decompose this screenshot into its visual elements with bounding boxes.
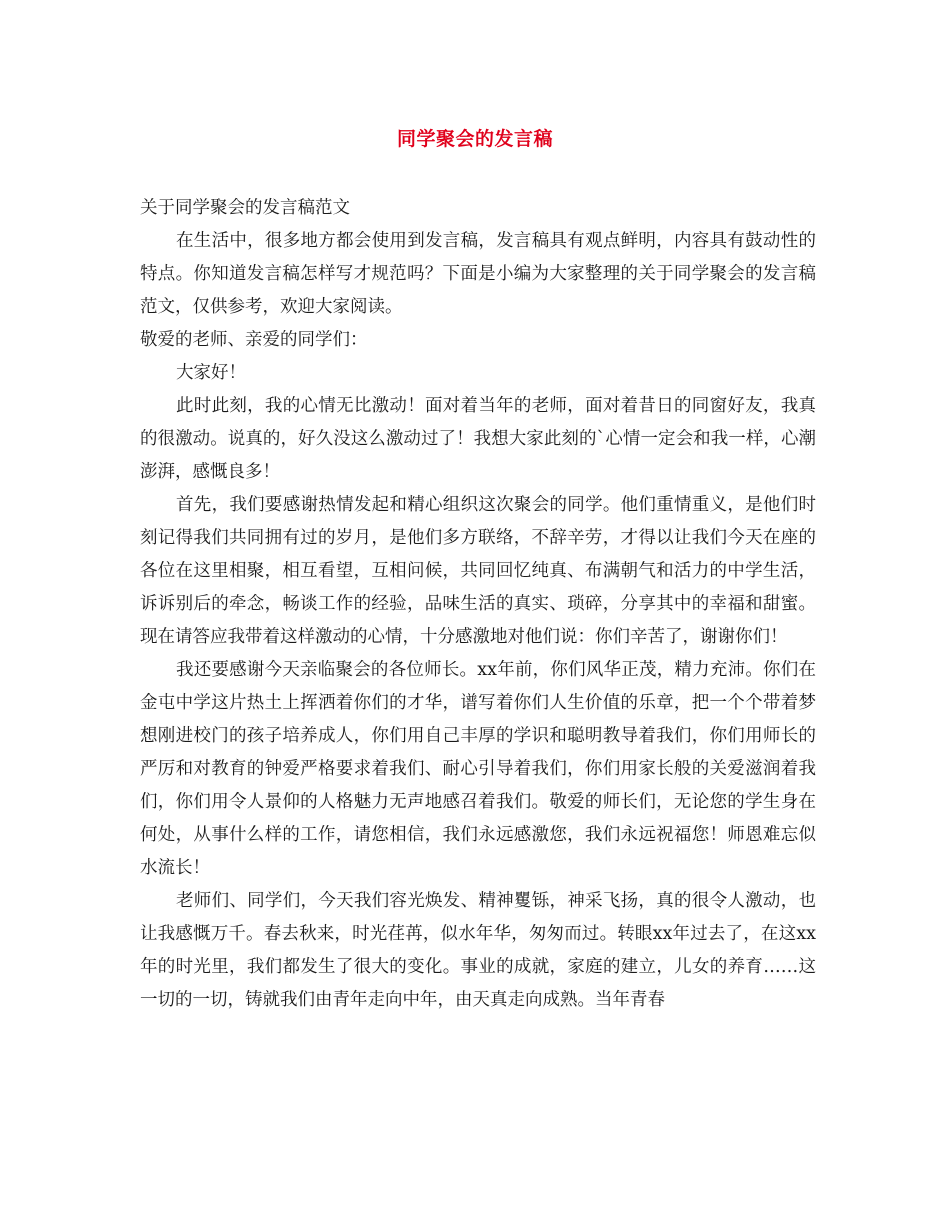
paragraph-body: 老师们、同学们，今天我们容光焕发、精神矍铄，神采飞扬，真的很令人激动，也让我感慨万千。春去秋来，时光荏苒，似水年华，匆匆而过。转眼xx年过去了，在这xx年的时光里，我们都发生了很大的变化。事业的成就，家庭的建立，儿女的养育……这一切的一切，铸就我们由青年走向中年，由天真走向成熟。当年青春 (140, 891, 816, 1010)
paragraph-salutation: 敬爱的老师、亲爱的同学们： (140, 330, 368, 350)
paragraph-subtitle: 关于同学聚会的发言稿范文 (140, 198, 350, 218)
document-title: 同学聚会的发言稿 (396, 128, 553, 150)
paragraph-body: 我还要感谢今天亲临聚会的各位师长。xx年前，你们风华正茂，精力充沛。你们在金屯中学这片热土上挥洒着你们的才华，谱写着你们人生价值的乐章，把一个个带着梦想刚进校门的孩子培养成人，你们用自己丰厚的学识和聪明教导着我们，你们用师长的严厉和对教育的钟爱严格要求着我们、耐心引导着我们，你们用家长般的关爱滋润着我们，你们用令人景仰的人格魅力无声地感召着我们。敬爱的师长们，无论您的学生身在何处，从事什么样的工作，请您相信，我们永远感激您，我们永远祝福您！师恩难忘似水流长！ (140, 660, 816, 878)
paragraph-body: 首先，我们要感谢热情发起和精心组织这次聚会的同学。他们重情重义，是他们时刻记得我们共同拥有过的岁月，是他们多方联络，不辞辛劳，才得以让我们今天在座的各位在这里相聚，相互看望，互相问候，共同回忆纯真、布满朝气和活力的中学生活，诉诉别后的牵念，畅谈工作的经验，品味生活的真实、琐碎，分享其中的幸福和甜蜜。现在请答应我带着这样激动的心情，十分感激地对他们说：你们辛苦了，谢谢你们！ (140, 495, 816, 647)
paragraph-greeting: 大家好！ (176, 363, 246, 383)
paragraph-body: 此时此刻，我的心情无比激动！面对着当年的老师，面对着昔日的同窗好友，我真的很激动。说真的，好久没这么激动过了！我想大家此刻的`心情一定会和我一样，心潮澎湃，感慨良多！ (140, 396, 816, 482)
paragraph-intro: 在生活中，很多地方都会使用到发言稿，发言稿具有观点鲜明，内容具有鼓动性的特点。你知道发言稿怎样写才规范吗？下面是小编为大家整理的关于同学聚会的发言稿范文，仅供参考，欢迎大家阅读。 (140, 231, 816, 317)
document-body (140, 192, 816, 1017)
